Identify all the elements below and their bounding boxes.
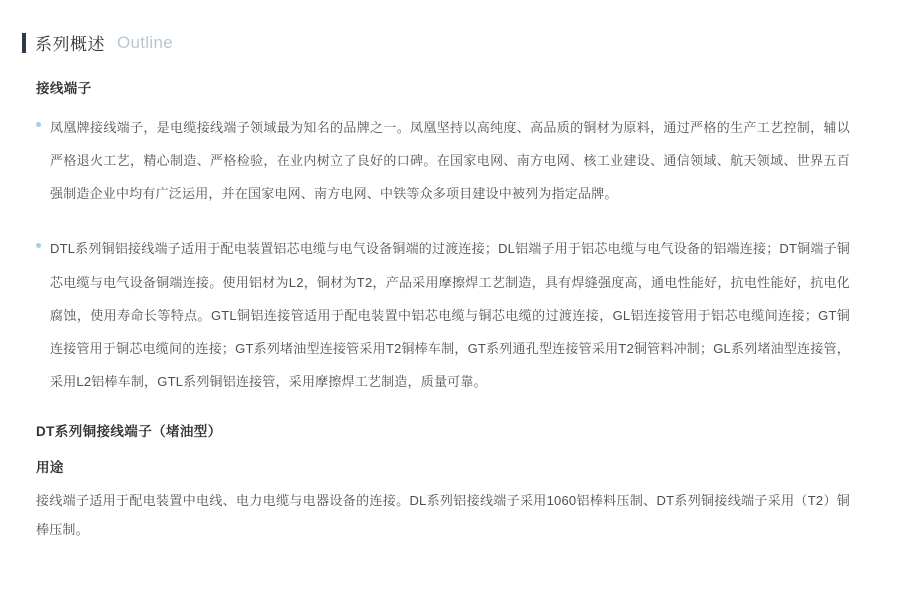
header-accent-bar bbox=[22, 33, 26, 53]
paragraph-text: DTL系列铜铝接线端子适用于配电装置铝芯电缆与电气设备铜端的过渡连接；DL铝端子用于铝芯电缆与电气设备的铝端连接；DT铜端子铜芯电缆与电气设备铜端连接。使用铝材为L2，铜材为T2，产品采用摩擦焊工艺制造，具有焊缝强度高，通电性能好，抗电性能好，抗电化腐蚀，使用寿命长等特点。GTL铜铝连接管适用于配电装置中铝芯电缆与铜芯电缆的过渡连接，GL铝连接管用于铝芯电缆间连接；GT铜连接管用于铜芯电缆间的连接；GT系列堵油型连接管采用T2铜棒车制，GT系列通孔型连接管采用T2铜管料冲制；GL系列堵油型连接管，采用L2铝棒车制，GTL系列铜铝连接管，采用摩擦焊工艺制造，质量可靠。 bbox=[50, 241, 850, 389]
page-title-en: Outline bbox=[117, 32, 173, 52]
content-body bbox=[0, 55, 900, 545]
paragraph-text: 凤凰牌接线端子，是电缆接线端子领域最为知名的品牌之一。凤凰坚持以高纯度、高品质的铜材为原料，通过严格的生产工艺控制，辅以严格退火工艺，精心制造、严格检验，在业内树立了良好的口碑。在国家电网、南方电网、核工业建设、通信领域、航天领域、世界五百强制造企业中均有广泛运用，并在国家电网、南方电网、中铁等众多项目建设中被列为指定品牌。 bbox=[50, 120, 850, 202]
bullet-paragraph-1 bbox=[36, 111, 850, 210]
bullet-dot-icon bbox=[36, 122, 41, 127]
section-header bbox=[0, 0, 900, 55]
bullet-paragraph-2 bbox=[36, 232, 850, 398]
heading-terminals: 接线端子 bbox=[36, 81, 92, 96]
usage-paragraph: 接线端子适用于配电装置中电线、电力电缆与电器设备的连接。DL系列铝接线端子采用1060铝棒料压制、DT系列铜接线端子采用（T2）铜棒压制。 bbox=[36, 493, 850, 538]
heading-dt-series: DT系列铜接线端子（堵油型） bbox=[36, 424, 222, 440]
heading-usage: 用途 bbox=[36, 460, 64, 476]
page-title: 系列概述 bbox=[35, 35, 105, 54]
bullet-dot-icon bbox=[36, 243, 41, 248]
